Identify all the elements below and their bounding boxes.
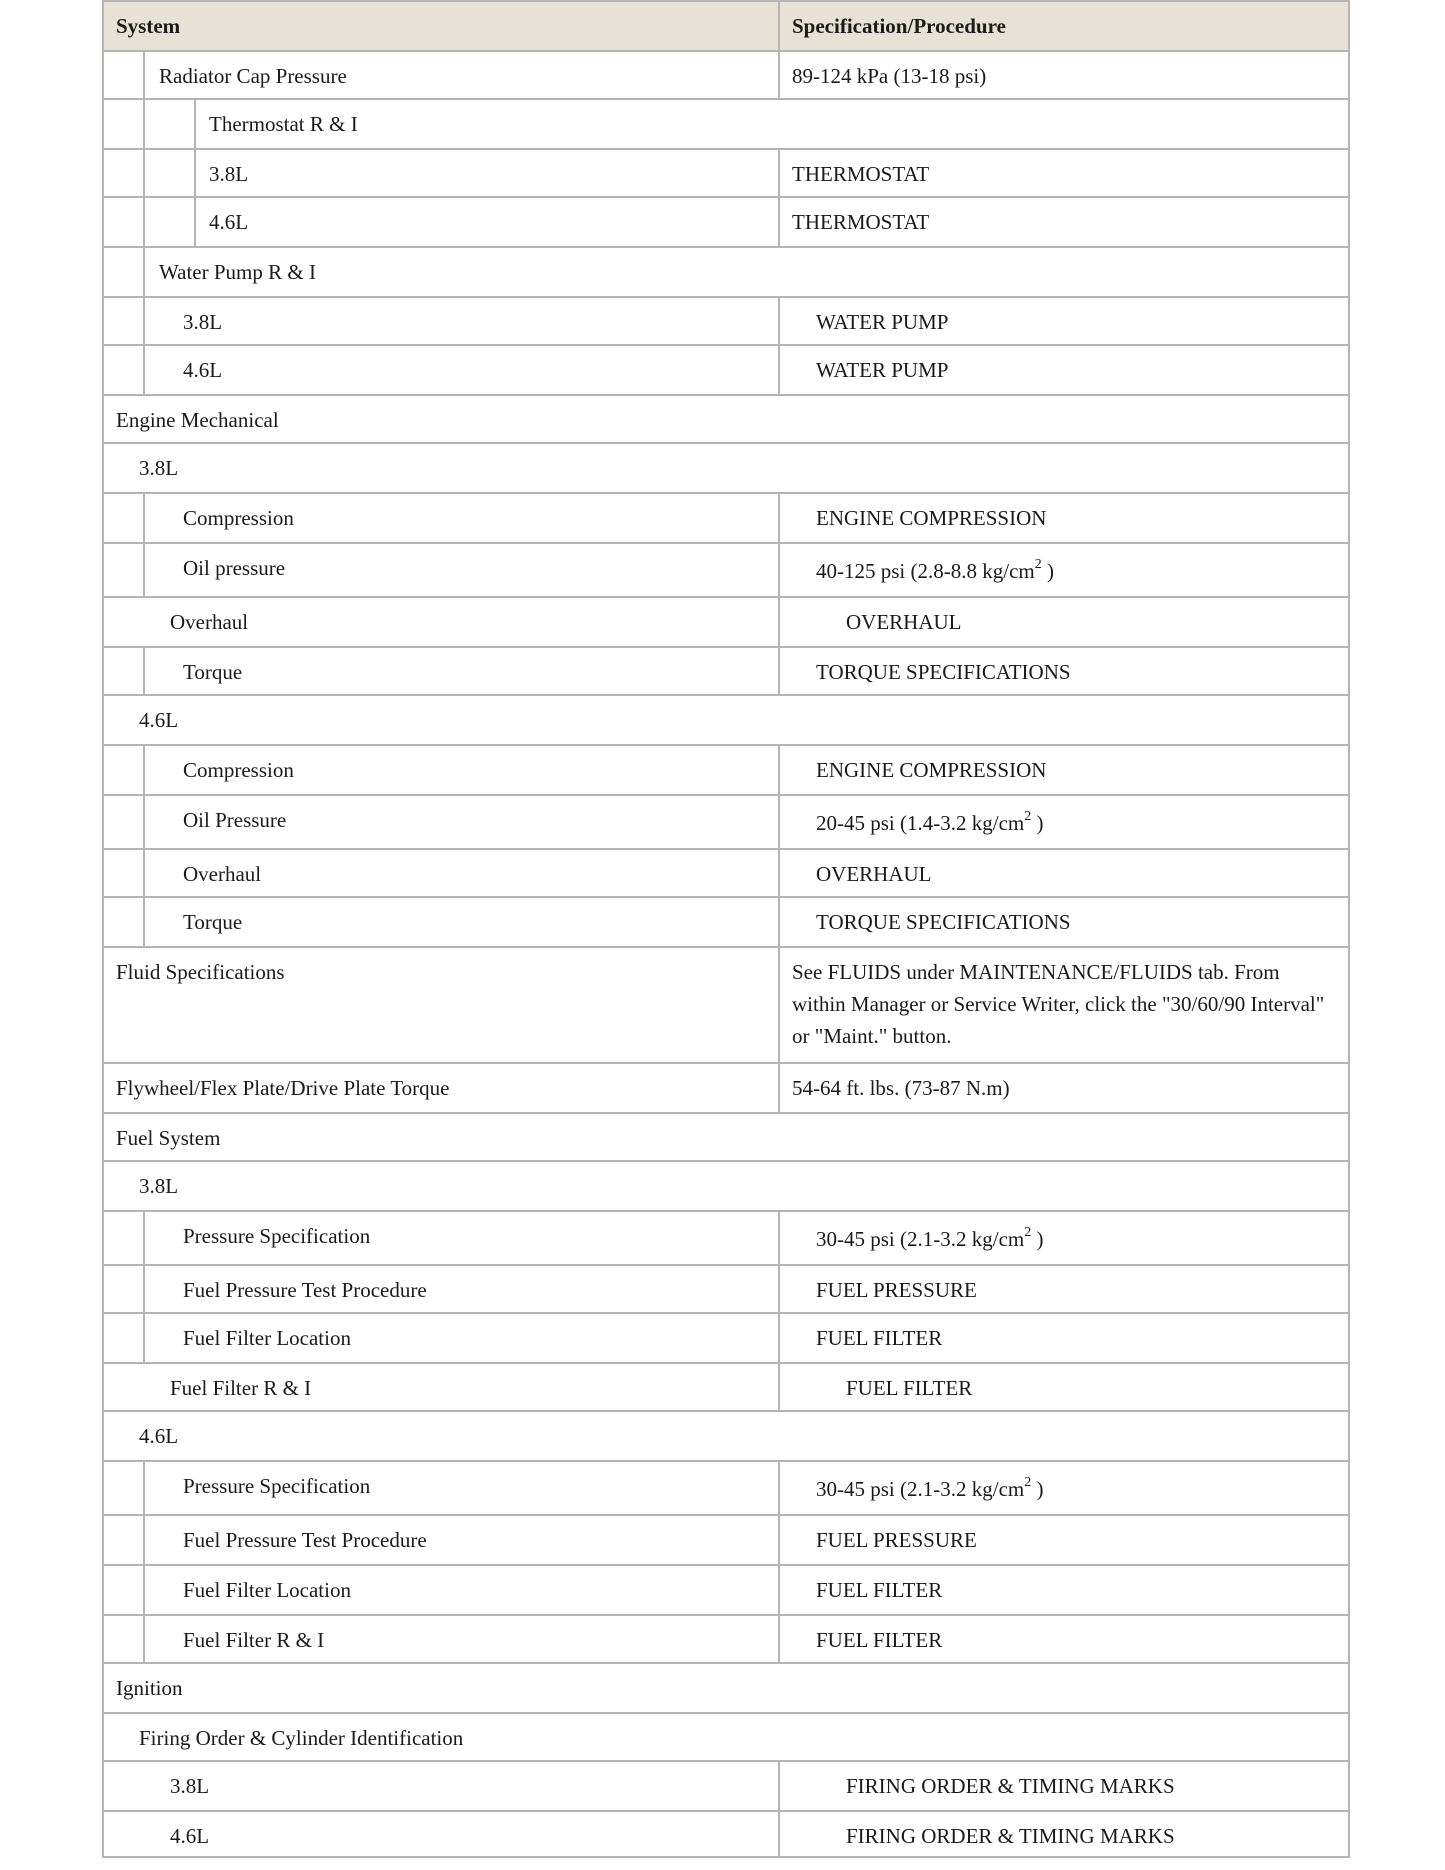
row-label: 4.6L	[183, 358, 223, 382]
cell-divider	[143, 298, 145, 344]
row-value: FUEL PRESSURE	[816, 1278, 977, 1302]
cell-divider	[102, 1314, 104, 1362]
row-value: THERMOSTAT	[792, 210, 930, 234]
cell-divider	[102, 1462, 104, 1514]
row-value: TORQUE SPECIFICATIONS	[816, 910, 1071, 934]
row-label: Fuel Pressure Test Procedure	[183, 1278, 427, 1302]
cell-divider	[1348, 1462, 1350, 1514]
table-header-row	[102, 0, 1350, 50]
cell-divider	[1348, 696, 1350, 744]
cell-divider	[102, 2, 104, 50]
cell-divider	[778, 346, 780, 394]
cell-divider	[778, 1064, 780, 1112]
row-label: Fuel Filter R & I	[183, 1628, 325, 1652]
table-row	[102, 744, 1350, 794]
table-row	[102, 50, 1350, 98]
cell-divider	[1348, 1664, 1350, 1712]
cell-divider	[194, 198, 196, 246]
cell-divider	[778, 948, 780, 1062]
cell-divider	[1348, 396, 1350, 442]
table-row	[102, 1810, 1350, 1858]
row-label: 3.8L	[170, 1774, 210, 1798]
row-value: ENGINE COMPRESSION	[816, 758, 1047, 782]
table-row	[102, 296, 1350, 344]
cell-divider	[143, 494, 145, 542]
row-label: Pressure Specification	[183, 1224, 371, 1248]
value-tail: )	[1031, 1477, 1044, 1501]
cell-divider	[143, 52, 145, 98]
table-row	[102, 1614, 1350, 1662]
table-row	[102, 344, 1350, 394]
table-row	[102, 148, 1350, 196]
row-label: 3.8L	[139, 1174, 179, 1198]
cell-divider	[1348, 444, 1350, 492]
cell-divider	[1348, 1812, 1350, 1856]
cell-divider	[1348, 1516, 1350, 1564]
cell-divider	[778, 1762, 780, 1810]
row-label: Pressure Specification	[183, 1474, 371, 1498]
row-label: Fuel Filter R & I	[170, 1376, 312, 1400]
table-row	[102, 196, 1350, 246]
cell-divider	[778, 796, 780, 848]
cell-divider	[1348, 248, 1350, 296]
row-label: Fuel Filter Location	[183, 1578, 351, 1602]
cell-divider	[778, 898, 780, 946]
table-row	[102, 794, 1350, 848]
row-label: Ignition	[116, 1676, 183, 1700]
cell-divider	[143, 850, 145, 896]
cell-divider	[102, 1566, 104, 1614]
cell-divider	[102, 1616, 104, 1662]
cell-divider	[1348, 52, 1350, 98]
cell-divider	[102, 850, 104, 896]
table-row	[102, 246, 1350, 296]
value-text: 30-45 psi (2.1-3.2 kg/cm	[816, 1477, 1025, 1501]
row-value	[816, 1465, 1043, 1513]
cell-divider	[102, 796, 104, 848]
row-label: Firing Order & Cylinder Identification	[139, 1726, 464, 1750]
cell-divider	[102, 1412, 104, 1460]
table-row	[102, 848, 1350, 896]
cell-divider	[1348, 1364, 1350, 1410]
cell-divider	[143, 346, 145, 394]
cell-divider	[102, 1114, 104, 1160]
cell-divider	[778, 648, 780, 694]
row-value: TORQUE SPECIFICATIONS	[816, 660, 1071, 684]
cell-divider	[143, 898, 145, 946]
value-text: 40-125 psi (2.8-8.8 kg/cm	[816, 559, 1035, 583]
value-tail: )	[1031, 811, 1044, 835]
cell-divider	[143, 1212, 145, 1264]
row-label: Compression	[183, 506, 294, 530]
table-row	[102, 596, 1350, 646]
cell-divider	[102, 396, 104, 442]
row-label: Overhaul	[170, 610, 249, 634]
cell-divider	[778, 1516, 780, 1564]
cell-divider	[143, 544, 145, 596]
value-superscript: 2	[1034, 557, 1042, 572]
cell-divider	[102, 494, 104, 542]
row-value: OVERHAUL	[816, 862, 932, 886]
value-line: See FLUIDS under MAINTENANCE/FLUIDS tab. From	[792, 960, 1280, 984]
cell-divider	[102, 1212, 104, 1264]
row-label: Water Pump R & I	[159, 260, 316, 284]
cell-divider	[1348, 1762, 1350, 1810]
row-label: Radiator Cap Pressure	[159, 64, 347, 88]
value-text: 20-45 psi (1.4-3.2 kg/cm	[816, 811, 1025, 835]
row-value: FIRING ORDER & TIMING MARKS	[846, 1824, 1175, 1848]
row-value: WATER PUMP	[816, 358, 949, 382]
row-value	[816, 799, 1043, 847]
cell-divider	[1348, 1114, 1350, 1160]
cell-divider	[102, 248, 104, 296]
cell-divider	[778, 1462, 780, 1514]
cell-divider	[143, 100, 145, 148]
table-row	[102, 694, 1350, 744]
row-value-multiline	[792, 956, 1352, 1052]
cell-divider	[194, 100, 196, 148]
row-label: Fuel Pressure Test Procedure	[183, 1528, 427, 1552]
row-label: Compression	[183, 758, 294, 782]
row-label: 3.8L	[209, 162, 249, 186]
row-value: WATER PUMP	[816, 310, 949, 334]
cell-divider	[102, 1812, 104, 1856]
value-superscript: 2	[1024, 809, 1032, 824]
table-row	[102, 394, 1350, 442]
cell-divider	[143, 1266, 145, 1312]
cell-divider	[1348, 1212, 1350, 1264]
cell-divider	[778, 544, 780, 596]
table-row	[102, 1062, 1350, 1112]
cell-divider	[1348, 1412, 1350, 1460]
table-row	[102, 1160, 1350, 1210]
row-label: 4.6L	[139, 1424, 179, 1448]
cell-divider	[143, 746, 145, 794]
cell-divider	[778, 1266, 780, 1312]
row-value: OVERHAUL	[846, 610, 962, 634]
row-label: 4.6L	[209, 210, 249, 234]
header-system: System	[116, 14, 181, 38]
cell-divider	[1348, 648, 1350, 694]
row-value: 54-64 ft. lbs. (73-87 N.m)	[792, 1076, 1010, 1100]
value-superscript: 2	[1024, 1475, 1032, 1490]
table-row	[102, 1760, 1350, 1810]
cell-divider	[778, 1364, 780, 1410]
cell-divider	[102, 1364, 104, 1410]
table-row	[102, 492, 1350, 542]
cell-divider	[778, 298, 780, 344]
row-value: 89-124 kPa (13-18 psi)	[792, 64, 987, 88]
row-label: 3.8L	[139, 456, 179, 480]
cell-divider	[1348, 1266, 1350, 1312]
table-row	[102, 1514, 1350, 1564]
table-row	[102, 1112, 1350, 1160]
value-line: or "Maint." button.	[792, 1024, 952, 1048]
cell-divider	[102, 1162, 104, 1210]
table-row	[102, 1410, 1350, 1460]
table-row	[102, 946, 1350, 1062]
row-value: FUEL FILTER	[846, 1376, 973, 1400]
cell-divider	[778, 150, 780, 196]
cell-divider	[1348, 598, 1350, 646]
cell-divider	[102, 444, 104, 492]
table-row	[102, 1362, 1350, 1410]
row-value: FIRING ORDER & TIMING MARKS	[846, 1774, 1175, 1798]
cell-divider	[102, 648, 104, 694]
row-label: Flywheel/Flex Plate/Drive Plate Torque	[116, 1076, 450, 1100]
cell-divider	[143, 1616, 145, 1662]
cell-divider	[1348, 198, 1350, 246]
cell-divider	[1348, 850, 1350, 896]
cell-divider	[143, 1566, 145, 1614]
cell-divider	[778, 1212, 780, 1264]
cell-divider	[1348, 150, 1350, 196]
cell-divider	[778, 1566, 780, 1614]
cell-divider	[194, 150, 196, 196]
cell-divider	[143, 1314, 145, 1362]
cell-divider	[143, 248, 145, 296]
cell-divider	[102, 346, 104, 394]
header-specification: Specification/Procedure	[792, 14, 1006, 38]
cell-divider	[143, 198, 145, 246]
row-label: 4.6L	[139, 708, 179, 732]
cell-divider	[778, 52, 780, 98]
row-label: Engine Mechanical	[116, 408, 279, 432]
table-row	[102, 1210, 1350, 1264]
row-label: Fluid Specifications	[116, 960, 285, 984]
cell-divider	[1348, 1162, 1350, 1210]
cell-divider	[778, 746, 780, 794]
cell-divider	[1348, 1714, 1350, 1760]
value-superscript: 2	[1024, 1225, 1032, 1240]
row-label: Overhaul	[183, 862, 262, 886]
cell-divider	[143, 150, 145, 196]
table-row	[102, 1264, 1350, 1312]
cell-divider	[1348, 494, 1350, 542]
cell-divider	[102, 1714, 104, 1760]
row-value: FUEL FILTER	[816, 1578, 943, 1602]
cell-divider	[778, 198, 780, 246]
table-row	[102, 896, 1350, 946]
cell-divider	[143, 796, 145, 848]
cell-divider	[102, 1266, 104, 1312]
cell-divider	[778, 1616, 780, 1662]
cell-divider	[102, 598, 104, 646]
cell-divider	[1348, 1616, 1350, 1662]
table-row	[102, 1312, 1350, 1362]
cell-divider	[102, 1516, 104, 1564]
cell-divider	[102, 52, 104, 98]
value-text: 30-45 psi (2.1-3.2 kg/cm	[816, 1227, 1025, 1251]
cell-divider	[1348, 746, 1350, 794]
row-label: 3.8L	[183, 310, 223, 334]
value-tail: )	[1031, 1227, 1044, 1251]
cell-divider	[1348, 100, 1350, 148]
cell-divider	[102, 1762, 104, 1810]
table-row	[102, 442, 1350, 492]
cell-divider	[102, 1664, 104, 1712]
row-label: Thermostat R & I	[209, 112, 358, 136]
cell-divider	[1348, 898, 1350, 946]
row-value: THERMOSTAT	[792, 162, 930, 186]
value-tail: )	[1041, 559, 1054, 583]
row-value: ENGINE COMPRESSION	[816, 506, 1047, 530]
table-row	[102, 1712, 1350, 1760]
cell-divider	[143, 648, 145, 694]
cell-divider	[102, 150, 104, 196]
row-label: Oil pressure	[183, 556, 286, 580]
cell-divider	[102, 746, 104, 794]
row-value: FUEL FILTER	[816, 1628, 943, 1652]
row-value	[816, 547, 1054, 595]
cell-divider	[102, 298, 104, 344]
table-row	[102, 646, 1350, 694]
row-value: FUEL PRESSURE	[816, 1528, 977, 1552]
cell-divider	[143, 1462, 145, 1514]
row-label: Oil Pressure	[183, 808, 287, 832]
row-label: Torque	[183, 910, 243, 934]
cell-divider	[102, 1064, 104, 1112]
value-line: within Manager or Service Writer, click the "30/60/90 Interval"	[792, 992, 1325, 1016]
cell-divider	[1348, 1314, 1350, 1362]
cell-divider	[102, 544, 104, 596]
cell-divider	[1348, 796, 1350, 848]
cell-divider	[102, 898, 104, 946]
row-label: Torque	[183, 660, 243, 684]
cell-divider	[1348, 346, 1350, 394]
cell-divider	[778, 494, 780, 542]
cell-divider	[102, 198, 104, 246]
cell-divider	[1348, 1566, 1350, 1614]
row-label: Fuel Filter Location	[183, 1326, 351, 1350]
cell-divider	[1348, 2, 1350, 50]
table-row	[102, 98, 1350, 148]
row-value	[816, 1215, 1043, 1263]
table-row	[102, 1662, 1350, 1712]
cell-divider	[778, 1314, 780, 1362]
cell-divider	[778, 2, 780, 50]
table-row	[102, 1460, 1350, 1514]
cell-divider	[1348, 544, 1350, 596]
row-label: 4.6L	[170, 1824, 210, 1848]
row-label: Fuel System	[116, 1126, 221, 1150]
table-row	[102, 542, 1350, 596]
row-value: FUEL FILTER	[816, 1326, 943, 1350]
table-row	[102, 1564, 1350, 1614]
cell-divider	[778, 850, 780, 896]
cell-divider	[102, 696, 104, 744]
cell-divider	[143, 1516, 145, 1564]
cell-divider	[102, 100, 104, 148]
cell-divider	[778, 598, 780, 646]
cell-divider	[102, 948, 104, 1062]
cell-divider	[1348, 1064, 1350, 1112]
cell-divider	[778, 1812, 780, 1856]
cell-divider	[1348, 298, 1350, 344]
